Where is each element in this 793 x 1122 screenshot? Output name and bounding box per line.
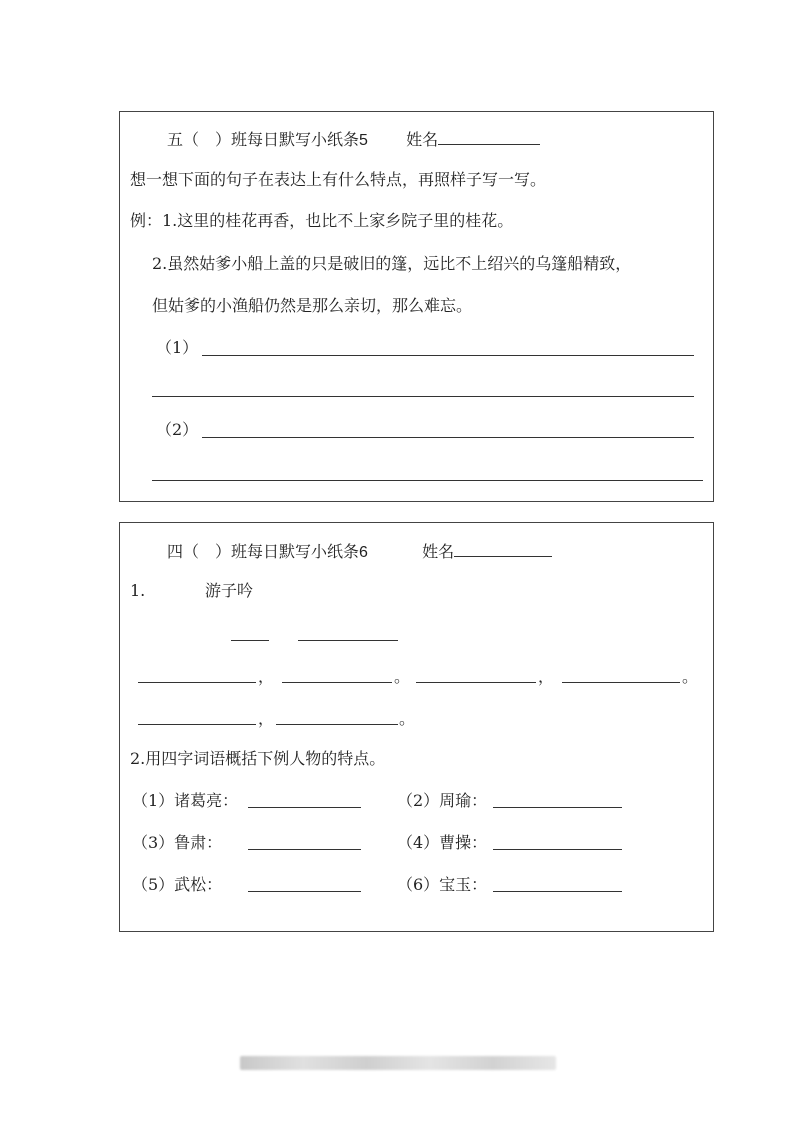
card5-name-label: 姓名 xyxy=(406,130,439,149)
card5-answer1-line2[interactable] xyxy=(152,396,694,397)
poem-title: 游子吟 xyxy=(205,581,254,600)
card6-header xyxy=(167,540,552,563)
card5-q2-label: （2） xyxy=(156,420,199,439)
character-item-blank[interactable] xyxy=(493,849,622,850)
poem-period: 。 xyxy=(394,667,411,686)
poem-line5-blank[interactable] xyxy=(138,724,256,725)
poem-period: 。 xyxy=(399,709,416,728)
card5-example2-line1: 2.虽然姑爹小船上盖的只是破旧的篷，远比不上绍兴的乌篷船精致， xyxy=(152,254,632,273)
character-item-blank[interactable] xyxy=(493,891,622,892)
card6-name-label: 姓名 xyxy=(422,542,455,561)
poem-line6-blank[interactable] xyxy=(276,724,398,725)
poem-comma: ， xyxy=(258,709,275,728)
card6-name-field[interactable] xyxy=(454,540,552,557)
card5-name-field[interactable] xyxy=(438,128,540,145)
blurred-footer-watermark xyxy=(240,1056,556,1070)
poem-line3-blank[interactable] xyxy=(416,682,536,683)
card5-answer2-line1[interactable] xyxy=(202,437,694,438)
character-item-blank[interactable] xyxy=(493,807,622,808)
poem-line4-blank[interactable] xyxy=(562,682,680,683)
card6-q2: 2.用四字词语概括下例人物的特点。 xyxy=(130,749,386,768)
card5-number: 5 xyxy=(359,132,368,149)
character-item-blank[interactable] xyxy=(248,807,361,808)
card5-instruction: 想一想下面的句子在表达上有什么特点，再照样子写一写。 xyxy=(130,170,547,189)
card6-number: 6 xyxy=(359,544,368,561)
character-item-label: （1）诸葛亮： xyxy=(132,791,239,810)
card6-title: 四（ ）班每日默写小纸条 xyxy=(167,542,360,561)
card6-q1-num: 1. xyxy=(130,581,146,600)
character-item-label: （2）周瑜： xyxy=(397,791,488,810)
character-item-blank[interactable] xyxy=(248,849,361,850)
poem-line1-blank[interactable] xyxy=(138,682,256,683)
character-item-blank[interactable] xyxy=(248,891,361,892)
card5-example1: 例：1.这里的桂花再香，也比不上家乡院子里的桂花。 xyxy=(130,211,514,230)
poem-comma: ， xyxy=(258,667,275,686)
poem-dynasty-blank[interactable] xyxy=(231,640,269,641)
card5-answer1-line1[interactable] xyxy=(202,355,694,356)
poem-period: 。 xyxy=(682,667,699,686)
character-item-label: （4）曹操： xyxy=(397,833,488,852)
poem-line2-blank[interactable] xyxy=(282,682,392,683)
card5-title: 五（ ）班每日默写小纸条 xyxy=(167,130,360,149)
character-item-label: （6）宝玉： xyxy=(397,875,488,894)
poem-comma: ， xyxy=(538,667,555,686)
card5-answer2-line2[interactable] xyxy=(152,480,703,481)
character-item-label: （5）武松： xyxy=(132,875,223,894)
character-item-label: （3）鲁肃： xyxy=(132,833,223,852)
card5-example2-line2: 但姑爹的小渔船仍然是那么亲切，那么难忘。 xyxy=(152,296,473,315)
card5-header xyxy=(167,128,540,151)
poem-author-blank[interactable] xyxy=(298,640,398,641)
card5-q1-label: （1） xyxy=(156,338,199,357)
